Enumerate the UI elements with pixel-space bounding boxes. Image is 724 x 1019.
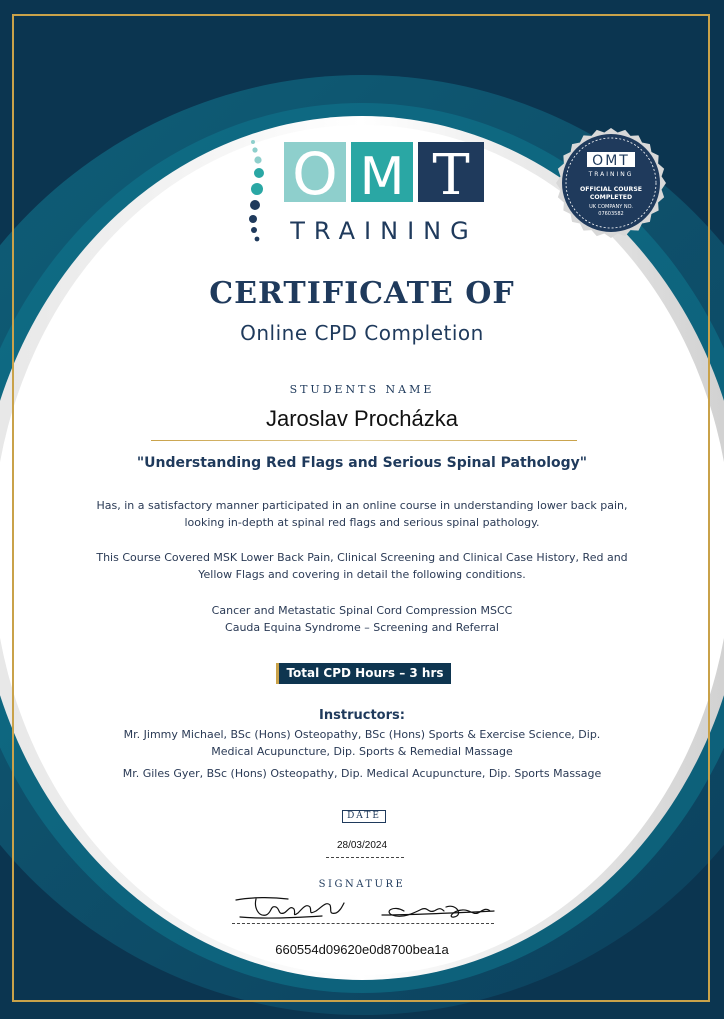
certificate-subtitle: Online CPD Completion	[240, 321, 484, 345]
student-name: Jaroslav Procházka	[266, 406, 458, 431]
condition-item: Cauda Equina Syndrome – Screening and Referral	[225, 621, 499, 634]
logo-letter-m: M	[359, 147, 405, 207]
instructor-line: Medical Acupuncture, Dip. Sports & Remedial Massage	[211, 745, 513, 758]
instructor-1	[0, 726, 724, 760]
seal-word: TRAINING	[588, 171, 634, 178]
description-line: Yellow Flags and covering in detail the following conditions.	[198, 568, 526, 581]
description-line: This Course Covered MSK Lower Back Pain, Clinical Screening and Clinical Case History, Red and	[96, 551, 628, 564]
omt-training-logo	[244, 138, 494, 246]
name-underline	[151, 440, 577, 441]
logo-word: TRAINING	[290, 217, 478, 245]
official-seal	[556, 128, 666, 238]
cpd-hours-badge: Total CPD Hours – 3 hrs	[276, 663, 451, 684]
description-paragraph-1	[0, 497, 724, 531]
description-line: Has, in a satisfactory manner participated in an online course in understanding lower back pain,	[96, 499, 628, 512]
seal-line4: 07603582	[598, 211, 624, 217]
logo-letter-o: O	[292, 140, 338, 208]
signature-label: SIGNATURE	[318, 879, 406, 890]
instructor-line: Mr. Jimmy Michael, BSc (Hons) Osteopathy, BSc (Hons) Sports & Exercise Science, Dip.	[123, 728, 601, 741]
certificate-title: CERTIFICATE OF	[209, 276, 515, 311]
students-name-label: STUDENTS NAME	[289, 383, 435, 396]
certificate-id: 660554d09620e0d8700bea1a	[275, 942, 449, 957]
seal-line1: OFFICIAL COURSE	[579, 186, 643, 193]
instructor-2	[0, 765, 724, 782]
signatures-image	[232, 893, 498, 923]
date-value: 28/03/2024	[336, 840, 388, 851]
seal-letters: OMT	[592, 153, 630, 169]
conditions-list	[0, 602, 724, 636]
description-paragraph-2	[0, 549, 724, 583]
date-underline	[326, 857, 404, 858]
course-title: "Understanding Red Flags and Serious Spinal Pathology"	[136, 455, 588, 471]
signature-underline	[232, 923, 494, 924]
logo-letter-t: T	[432, 143, 470, 208]
condition-item: Cancer and Metastatic Spinal Cord Compression MSCC	[211, 604, 513, 617]
seal-line3: UK COMPANY NO.	[589, 204, 633, 210]
description-line: looking in-depth at spinal red flags and serious spinal pathology.	[184, 516, 540, 529]
instructors-label: Instructors:	[319, 708, 405, 723]
instructor-line: Mr. Giles Gyer, BSc (Hons) Osteopathy, Dip. Medical Acupuncture, Dip. Sports Massage	[122, 767, 602, 780]
seal-line2: COMPLETED	[589, 194, 633, 201]
date-label: DATE	[342, 810, 386, 823]
